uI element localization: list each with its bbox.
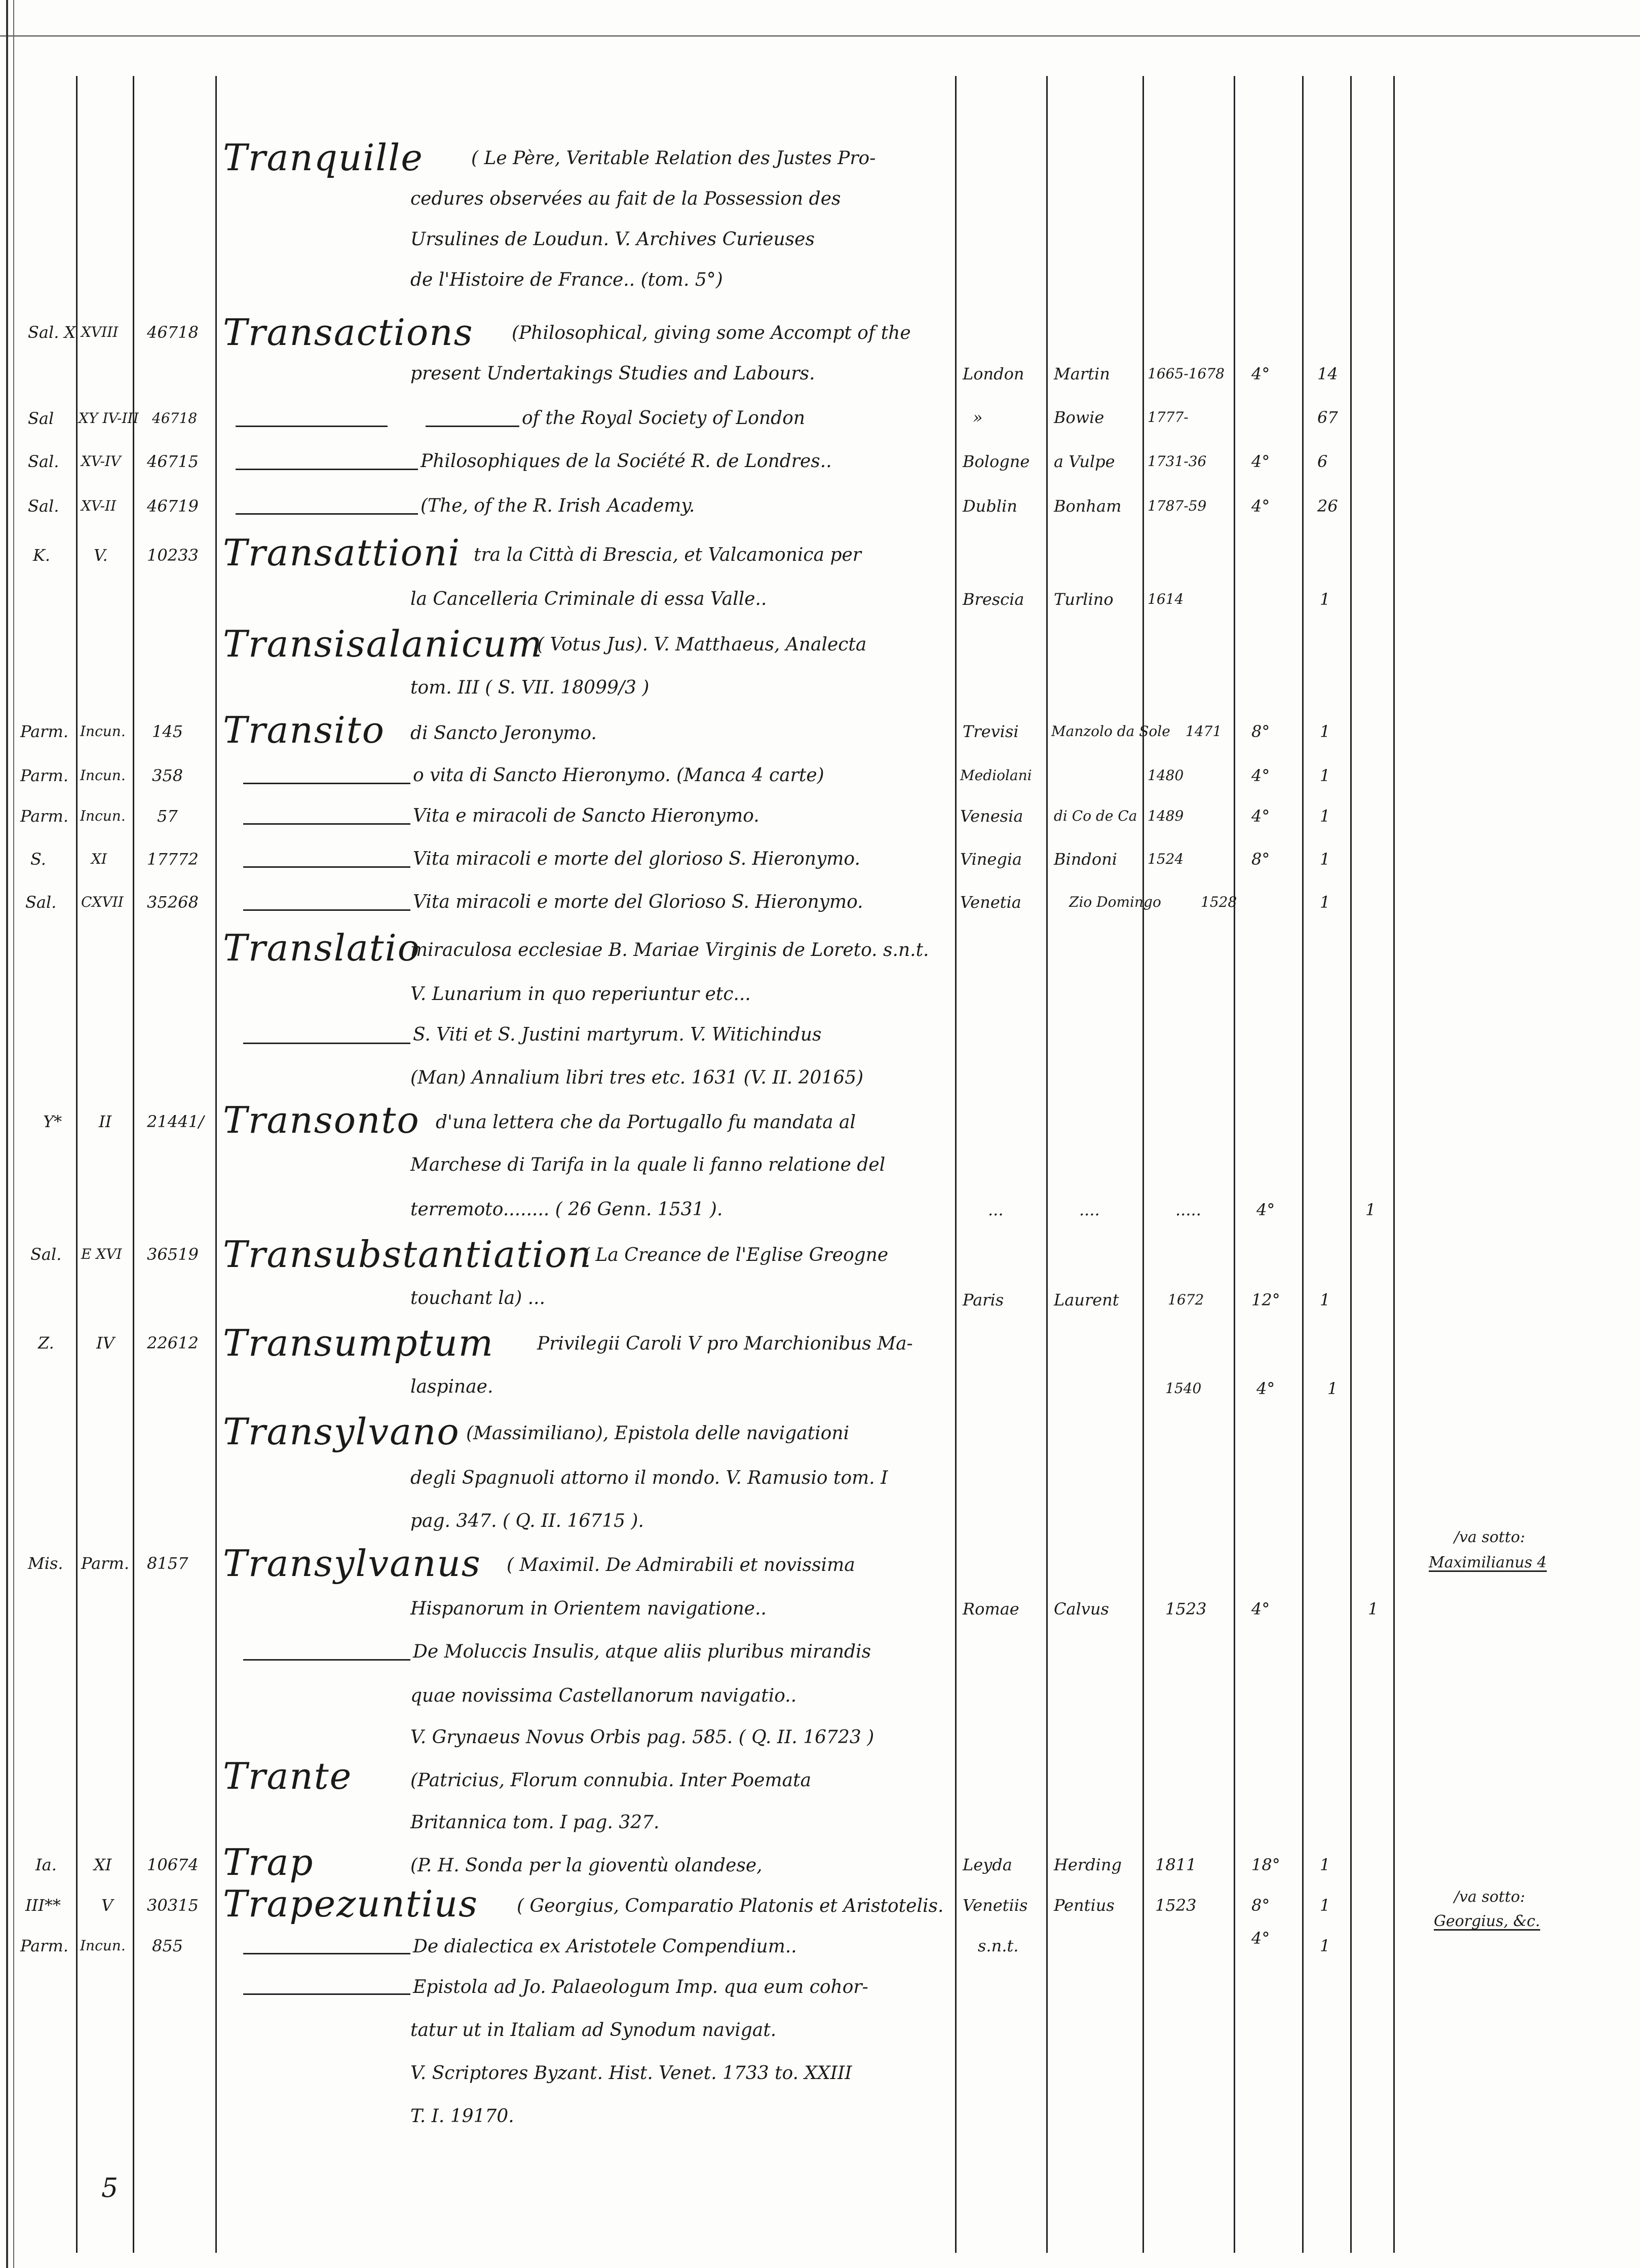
shelf-mark: Parm. [20,1936,68,1955]
printer: Manzolo da Sole [1051,723,1170,740]
ditto-rule [426,426,519,427]
place: Paris [963,1290,1004,1310]
place: Leyda [963,1855,1012,1874]
ditto-rule [243,1043,410,1044]
rule-volume [133,76,134,2253]
entry-line: (Philosophical, giving some Accompt of the [512,323,911,343]
entry-line: ( Votus Jus). V. Matthaeus, Analecta [537,634,867,655]
year: 1528 [1201,894,1237,910]
volume-mark: Incun. [80,808,126,824]
format: 8° [1251,850,1270,869]
place: s.n.t. [978,1936,1019,1955]
entry-line: ( Le Père, Veritable Relation des Justes Pro- [471,148,876,169]
inventory-number: 10233 [147,546,199,565]
entry-line: la Cancelleria Criminale di essa Valle.. [410,589,767,609]
entry-line: V. Scriptores Byzant. Hist. Venet. 1733 to. XXIII [410,2063,852,2084]
shelf-mark: Sal. [25,893,57,912]
rule-year [1234,76,1235,2253]
heading-transattioni: Transattioni [223,531,461,574]
inventory-number: 358 [152,766,183,785]
inventory-number: 35268 [147,893,199,912]
place: Bologne [963,452,1030,471]
entry-line: pag. 347. ( Q. II. 16715 ). [410,1511,644,1531]
year: 1672 [1168,1291,1204,1308]
shelf-mark: Sal [28,409,54,428]
volume-mark: E XVI [81,1246,122,1262]
heading-transisalanicum: Transisalanicum [223,623,543,665]
place: Vinegia [960,850,1022,869]
entry-line: tatur ut in Italiam ad Synodum navigat. [410,2020,777,2041]
format: 4° [1256,1379,1275,1398]
inventory-number: 8157 [147,1554,188,1573]
format: 4° [1251,452,1270,471]
volume-mark: XV-II [81,497,117,514]
printer: Calvus [1054,1599,1109,1619]
cross-reference-label-text: va sotto: [1459,1528,1525,1546]
heading-transylvano: Transylvano [223,1410,460,1453]
heading-transubstantiation: Transubstantiation [223,1233,592,1276]
shelf-mark: Mis. [28,1554,63,1573]
year: ..... [1175,1200,1201,1219]
shelf-mark: K. [33,546,51,565]
place: Romae [963,1599,1019,1619]
shelf-mark: Sal. [30,1245,62,1264]
ditto-rule [243,1953,410,1954]
year: 1614 [1148,591,1184,607]
heading-trante: Trante [223,1755,353,1797]
shelf-mark: Sal. [28,496,59,516]
printer: Bonham [1054,496,1122,516]
ditto-rule [243,1659,410,1661]
entry-line: (Man) Annalium libri tres etc. 1631 (V. II. 20165) [410,1067,864,1088]
volume-mark: XV-IV [81,453,121,470]
entry-line: of the Royal Society of London [522,408,806,429]
shelf-mark: Sal. X [28,323,76,342]
inventory-number: 36519 [147,1245,199,1264]
entry-line: present Undertakings Studies and Labours. [410,363,815,384]
format: 4° [1251,496,1270,516]
heading-transactions: Transactions [223,311,474,354]
inventory-number: 57 [157,806,178,826]
inventory-number: 10674 [147,1855,199,1874]
binding-edge [6,0,8,2268]
volume-count: 1 [1320,850,1330,869]
year: 1524 [1148,851,1184,867]
entry-line: Vita miracoli e morte del glorioso S. Hieronymo. [413,849,860,869]
year: 1787-59 [1148,497,1207,514]
format: 8° [1251,1896,1270,1915]
entry-line: di Sancto Jeronymo. [410,723,597,744]
volume-count: 1 [1320,1855,1330,1874]
entry-line: De Moluccis Insulis, atque aliis pluribus mirandis [413,1641,871,1662]
printer: Pentius [1054,1896,1115,1915]
volume-count: 1 [1320,722,1330,741]
format: 18° [1251,1855,1280,1874]
printer: Laurent [1054,1290,1119,1310]
entry-line: ( Georgius, Comparatio Platonis et Aristotelis. [517,1896,944,1916]
ditto-rule [236,469,418,470]
ditto-rule [243,1993,410,1995]
rule-format [1302,76,1304,2253]
entry-line: S. Viti et S. Justini martyrum. V. Witichindus [413,1024,822,1045]
printer: Herding [1054,1855,1122,1874]
rule-volumes [1350,76,1352,2253]
volume-count: 1 [1320,590,1330,609]
rule-place [1046,76,1048,2253]
inventory-number: 21441/ [147,1112,204,1131]
entry-line: T. I. 19170. [410,2106,514,2127]
rule-number [215,76,217,2253]
year: 1777- [1148,409,1189,426]
entry-line: Vita miracoli e morte del Glorioso S. Hieronymo. [413,892,863,912]
entry-line: terremoto........ ( 26 Genn. 1531 ). [410,1199,723,1220]
entry-line: Britannica tom. I pag. 327. [410,1812,660,1833]
entry-line: laspinae. [410,1376,493,1397]
entry-line: d'una lettera che da Portugallo fu mandata al [436,1112,856,1133]
printer: Bindoni [1054,850,1117,869]
entry-line: degli Spagnuoli attorno il mondo. V. Ramusio tom. I [410,1468,888,1488]
entry-line: V. Grynaeus Novus Orbis pag. 585. ( Q. II. 16723 ) [410,1727,874,1748]
cross-reference-label-text: va sotto: [1459,1888,1525,1906]
printer: .... [1079,1200,1100,1219]
volume-count: 1 [1320,1290,1330,1310]
place: Dublin [963,496,1017,516]
inventory-number: 46715 [147,452,199,471]
shelf-mark: Parm. [20,806,68,826]
rule-title [955,76,957,2253]
entry-line: de l'Histoire de France.. (tom. 5°) [410,270,723,290]
volume-count: 1 [1327,1379,1338,1398]
cross-reference-target: Maximilianus 4 [1429,1554,1547,1571]
heading-transylvanus: Transylvanus [223,1542,481,1585]
format: 12° [1251,1290,1280,1310]
place: Brescia [963,590,1024,609]
shelf-mark: Parm. [20,766,68,785]
volume-mark: V. [94,546,108,565]
printer: a Vulpe [1054,452,1115,471]
format: 4° [1256,1200,1275,1219]
ditto-rule [243,823,410,825]
shelf-mark: Z. [38,1333,54,1353]
place: » [973,408,983,427]
page-number: 5 [101,2173,119,2204]
volume-count: 26 [1317,496,1338,516]
volume-mark: XVIII [81,324,119,340]
inventory-number: 46718 [147,323,199,342]
volume-count: 1 [1365,1200,1376,1219]
entry-line: De dialectica ex Aristotele Compendium.. [413,1936,797,1957]
place: Trevisi [963,722,1019,741]
format: 8° [1251,722,1270,741]
entry-line: Hispanorum in Orientem navigatione.. [410,1598,767,1619]
volume-mark: IV [96,1333,115,1353]
volume-mark: Incun. [80,1937,126,1954]
entry-line: miraculosa ecclesiae B. Mariae Virginis de Loreto. s.n.t. [410,940,929,960]
shelf-mark: III** [25,1896,61,1915]
place: ... [988,1200,1004,1219]
heading-transumptum: Transumptum [223,1322,494,1364]
volume-count: 67 [1317,408,1338,427]
printer: Zio Domingo [1069,894,1161,910]
inventory-number: 855 [152,1936,183,1955]
shelf-mark: Y* [43,1112,62,1131]
place: Mediolani [960,767,1032,784]
printer: di Co de Ca [1054,808,1137,824]
year: 1811 [1155,1855,1197,1874]
ditto-rule [243,909,410,911]
ditto-rule [243,866,410,868]
entry-line: Vita e miracoli de Sancto Hieronymo. [413,805,759,826]
inventory-number: 46719 [147,496,199,516]
year: 1665-1678 [1148,365,1225,382]
place: London [963,364,1024,383]
cross-reference-label: /va sotto: [1454,1528,1525,1546]
place: Venesia [960,806,1023,826]
cross-reference-label: /va sotto: [1454,1888,1525,1906]
rule-extra [1393,76,1395,2253]
entry-line: Privilegii Caroli V pro Marchionibus Ma- [537,1333,913,1354]
volume-mark: XY IV-III [79,410,139,427]
entry-line: ( La Creance de l'Eglise Greogne [583,1245,889,1265]
entry-line: (The, of the R. Irish Academy. [421,495,695,516]
volume-mark: XI [94,1855,112,1874]
format: 4° [1251,1599,1270,1619]
rule-printer [1142,76,1144,2253]
year: 1471 [1186,723,1222,740]
printer: Bowie [1054,408,1104,427]
printer: Turlino [1054,590,1114,609]
ditto-rule [243,783,410,784]
entry-line: tom. III ( S. VII. 18099/3 ) [410,677,650,698]
entry-line: V. Lunarium in quo reperiuntur etc... [410,984,751,1005]
heading-transonto: Transonto [223,1099,420,1141]
page-top-edge [0,35,1640,36]
cross-reference-target: Georgius, &c. [1434,1912,1540,1930]
inventory-number: 46718 [152,410,198,427]
shelf-mark: Sal. [28,452,59,471]
entry-line: ( Maximil. De Admirabili et novissima [507,1555,855,1575]
volume-count: 1 [1320,766,1330,785]
heading-trap: Trap [223,1841,314,1883]
heading-translatio: Translatio [223,927,421,969]
volume-mark: Incun. [80,767,126,784]
volume-count: 1 [1320,1936,1330,1955]
volume-count: 1 [1320,893,1330,912]
heading-trapezuntius: Trapezuntius [223,1882,479,1925]
year: 1480 [1148,767,1184,784]
year: 1523 [1155,1896,1197,1915]
shelf-mark: Ia. [35,1855,57,1874]
volume-mark: CXVII [81,894,124,910]
printer: Martin [1054,364,1110,383]
heading-tranquille: Tranquille [223,136,424,179]
format: 4° [1251,1929,1270,1948]
year: 1489 [1148,808,1184,824]
entry-line: touchant la) ... [410,1288,546,1309]
entry-line: Ursulines de Loudun. V. Archives Curieuses [410,229,815,250]
entry-line: (P. H. Sonda per la gioventù olandese, [410,1855,762,1876]
inventory-number: 145 [152,722,183,741]
entry-line: tra la Città di Brescia, et Valcamonica per [474,545,862,565]
volume-mark: V [101,1896,113,1915]
entry-line: o vita di Sancto Hieronymo. (Manca 4 carte) [413,765,824,786]
format: 4° [1251,766,1270,785]
volume-mark: II [99,1112,112,1131]
entry-line: quae novissima Castellanorum navigatio.. [410,1685,797,1706]
entry-line: Marchese di Tarifa in la quale li fanno relatione del [410,1155,886,1175]
inventory-number: 22612 [147,1333,199,1353]
shelf-mark: S. [30,850,46,869]
format: 4° [1251,364,1270,383]
entry-line: cedures observées au fait de la Possession des [410,188,841,209]
format: 4° [1251,806,1270,826]
inventory-number: 30315 [147,1896,199,1915]
entry-line: Philosophiques de la Société R. de Londres.. [421,451,832,472]
heading-transito: Transito [223,709,385,751]
ditto-rule [236,513,418,515]
entry-line: (Patricius, Florum connubia. Inter Poemata [410,1770,812,1791]
volume-mark: XI [91,851,107,867]
volume-count: 1 [1320,806,1330,826]
volume-count: 1 [1368,1599,1379,1619]
year: 1523 [1165,1599,1207,1619]
inventory-number: 17772 [147,850,199,869]
place: Venetiis [963,1896,1028,1915]
place: Venetia [960,893,1021,912]
volume-count: 1 [1320,1896,1330,1915]
ditto-rule [236,426,388,427]
entry-line: (Massimiliano), Epistola delle navigationi [466,1423,850,1444]
entry-line: Epistola ad Jo. Palaeologum Imp. qua eum cohor- [413,1977,868,1997]
volume-mark: Parm. [81,1554,129,1573]
binding-edge-inner [13,0,14,2268]
volume-mark: Incun. [80,723,126,740]
volume-count: 14 [1317,364,1338,383]
volume-count: 6 [1317,452,1328,471]
shelf-mark: Parm. [20,722,68,741]
year: 1540 [1165,1380,1202,1397]
rule-shelf [76,76,78,2253]
year: 1731-36 [1148,453,1207,470]
